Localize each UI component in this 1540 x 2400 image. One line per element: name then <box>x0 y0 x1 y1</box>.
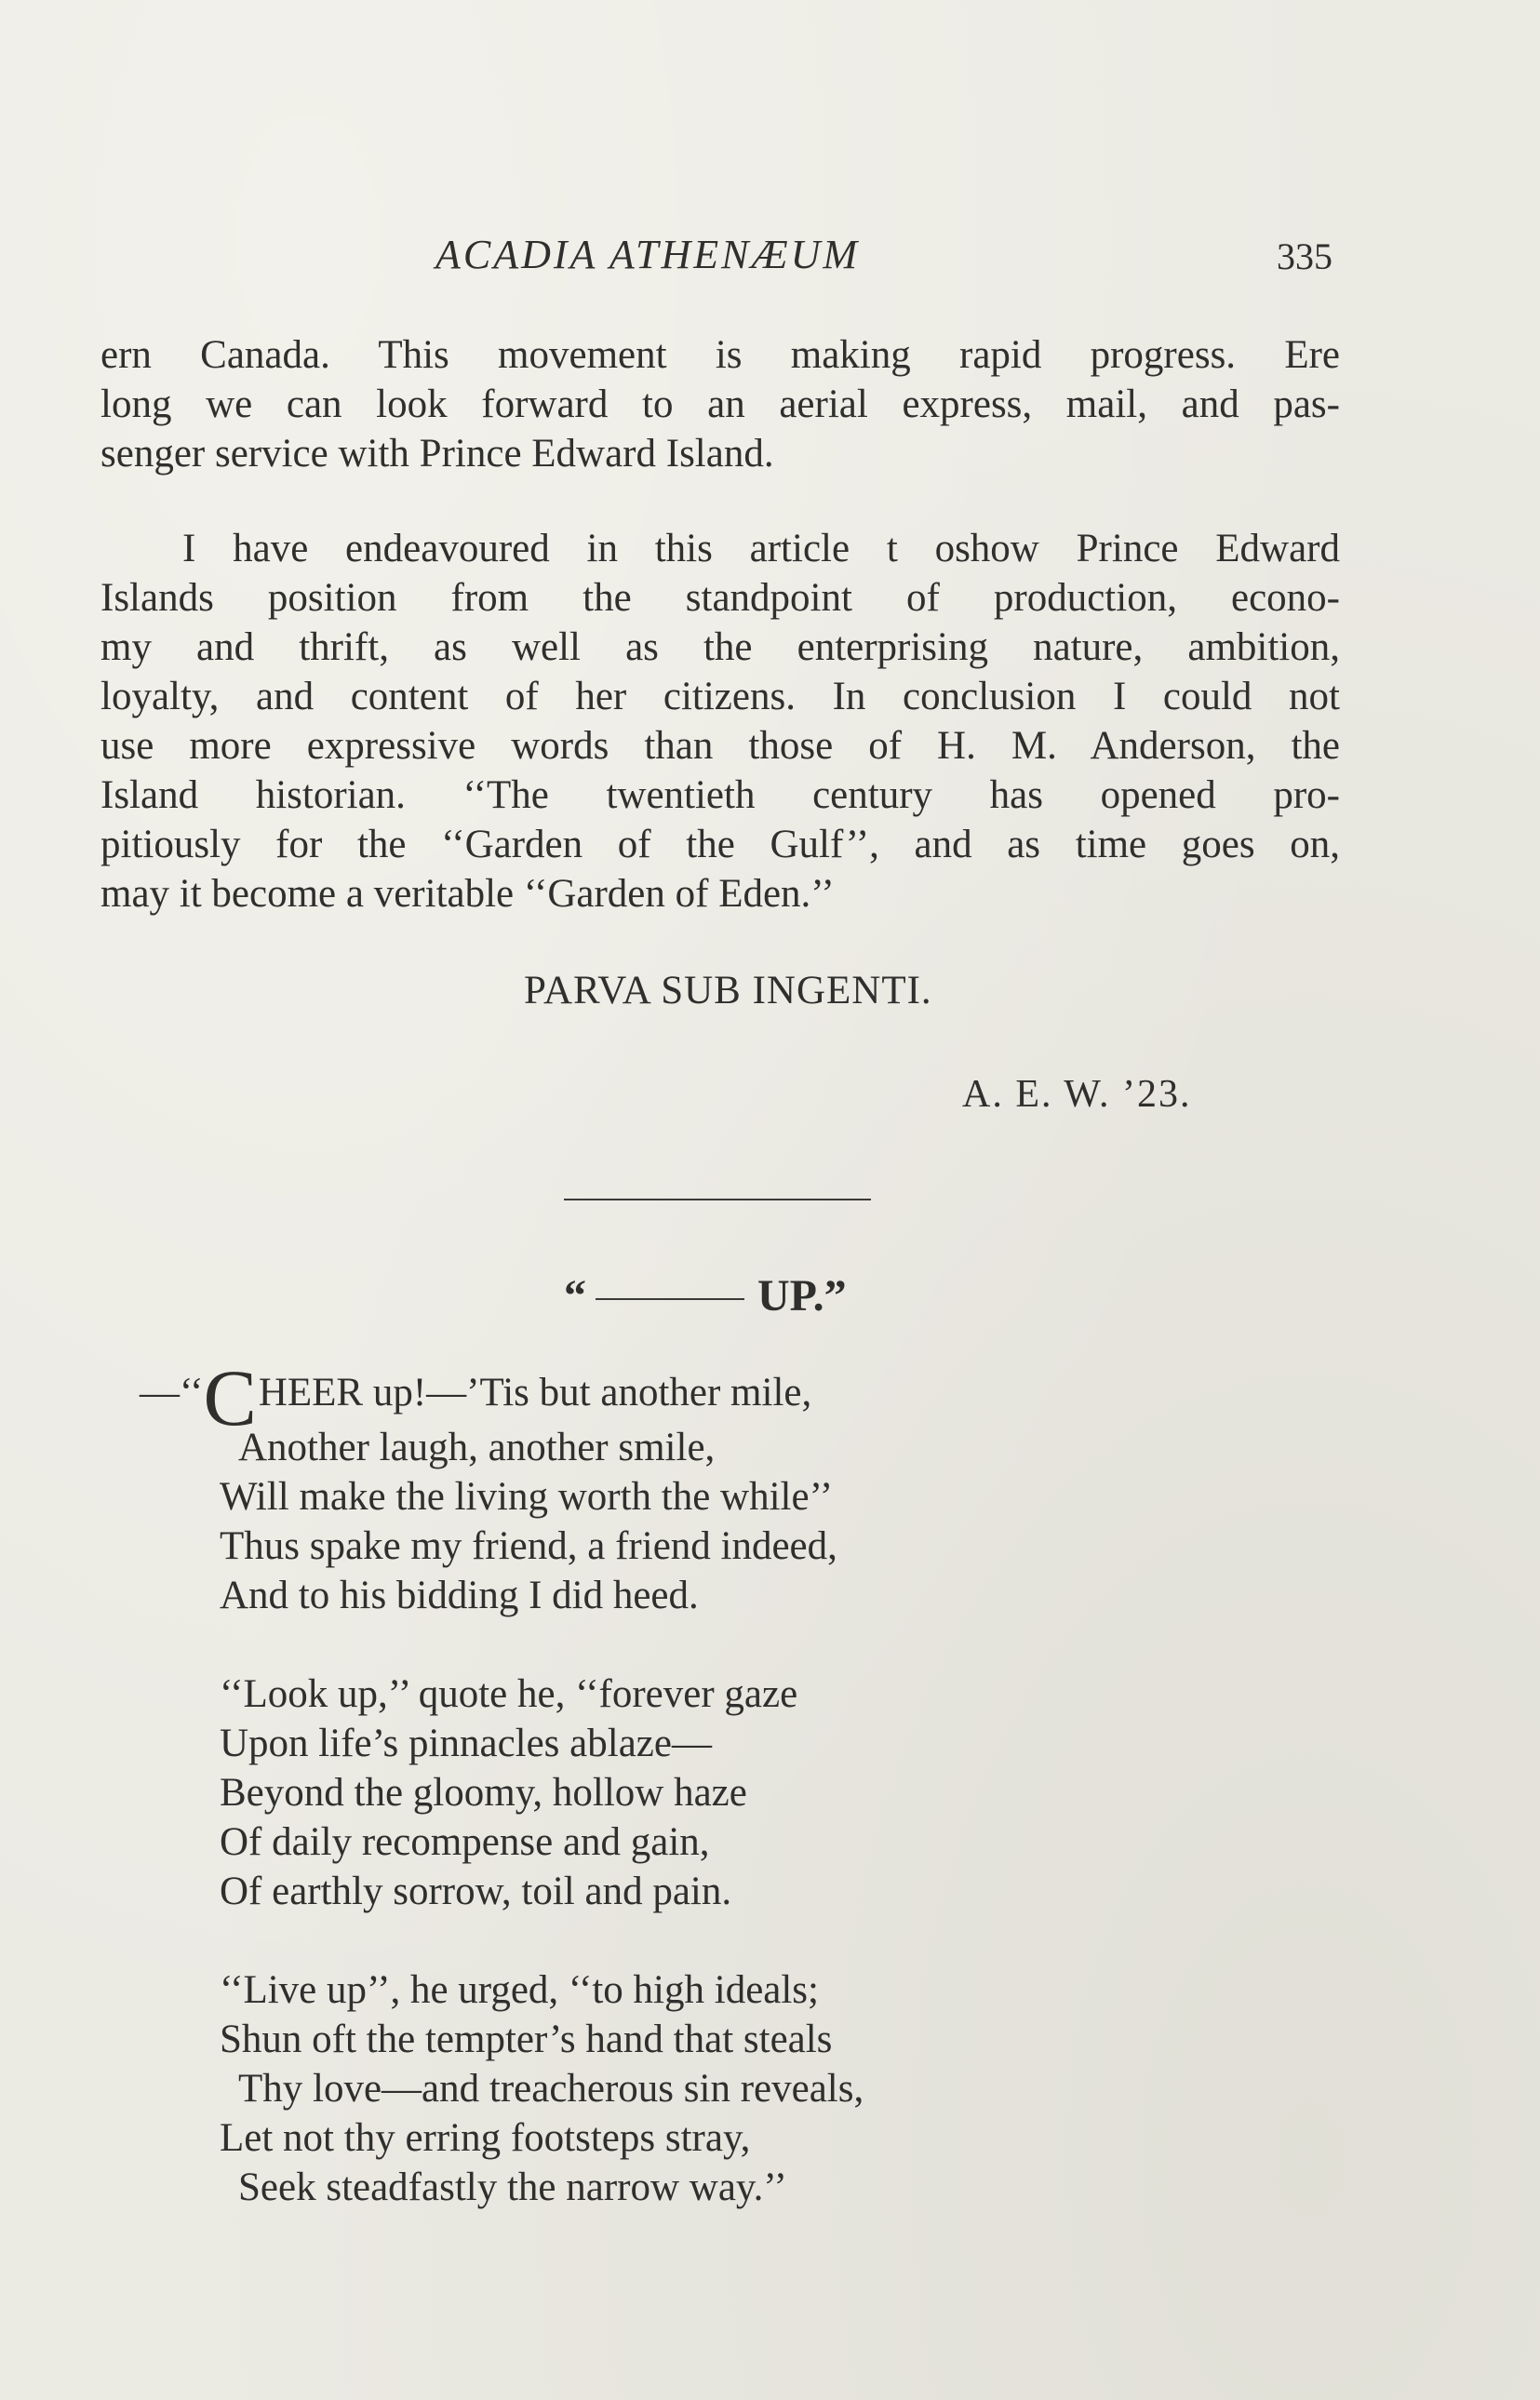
text-line: I have endeavoured in this article t oshow Prince Edward <box>182 527 1340 570</box>
motto: PARVA SUB INGENTI. <box>524 969 932 1012</box>
text-line: use more expressive words than those of H. M. Anderson, the <box>100 724 1340 768</box>
text-line: Island historian. ‘‘The twentieth century has opened pro- <box>100 773 1340 817</box>
poem-line: ‘‘Look up,’’ quote he, ‘‘forever gaze <box>220 1672 798 1716</box>
poem <box>140 1353 864 2261</box>
poem-line: Seek steadfastly the narrow way.’’ <box>238 2165 787 2209</box>
poem-title-word: UP.” <box>757 1271 847 1321</box>
poem-line: Of earthly sorrow, toil and pain. <box>220 1870 732 1913</box>
stanza-3 <box>140 1965 864 2212</box>
drop-cap: C <box>203 1353 257 1442</box>
stanza-1 <box>140 1353 864 1620</box>
poem-title-open-quote: “ <box>564 1271 586 1321</box>
poem-line: Thus spake my friend, a friend indeed, <box>220 1524 837 1568</box>
text-line: may it become a veritable ‘‘Garden of Eden.’’ <box>100 872 835 916</box>
first-line-prefix: —‘‘ <box>140 1371 204 1415</box>
author-signature: A. E. W. ’23. <box>962 1073 1192 1116</box>
poem-title-dash <box>596 1298 744 1300</box>
section-divider <box>564 1199 871 1200</box>
text-line: long we can look forward to an aerial express, mail, and pas- <box>100 382 1340 426</box>
poem-line: Thy love—and treacherous sin reveals, <box>238 2067 864 2111</box>
poem-line: Upon life’s pinnacles ablaze— <box>220 1722 712 1765</box>
poem-title <box>564 1270 847 1321</box>
text-line: my and thrift, as well as the enterprising nature, ambition, <box>100 625 1340 669</box>
paragraph-2 <box>100 524 1340 918</box>
poem-line: Shun oft the tempter’s hand that steals <box>220 2018 833 2061</box>
poem-line: Will make the living worth the while’’ <box>220 1475 834 1519</box>
running-title: ACADIA ATHENÆUM <box>435 232 861 277</box>
text-line: senger service with Prince Edward Island. <box>100 432 774 476</box>
poem-line: Another laugh, another smile, <box>238 1426 716 1469</box>
poem-line: ‘‘Live up’’, he urged, ‘‘to high ideals; <box>220 1968 819 2012</box>
first-line-rest: HEER up!—’Tis but another mile, <box>258 1371 812 1415</box>
text-line: ern Canada. This movement is making rapid progress. Ere <box>100 333 1340 377</box>
poem-line: And to his bidding I did heed. <box>220 1574 699 1617</box>
poem-line: Beyond the gloomy, hollow haze <box>220 1771 747 1815</box>
page-number: 335 <box>1277 235 1332 277</box>
text-line: Islands position from the standpoint of production, econo- <box>100 576 1340 620</box>
text-line: loyalty, and content of her citizens. In conclusion I could not <box>100 675 1340 718</box>
paragraph-1 <box>100 330 1340 478</box>
poem-line: Of daily recompense and gain, <box>220 1820 710 1864</box>
poem-line: Let not thy erring footsteps stray, <box>220 2116 751 2160</box>
stanza-2 <box>140 1669 864 1916</box>
poem-first-line <box>140 1353 864 1442</box>
text-line: pitiously for the ‘‘Garden of the Gulf’’, and as time goes on, <box>100 823 1340 866</box>
